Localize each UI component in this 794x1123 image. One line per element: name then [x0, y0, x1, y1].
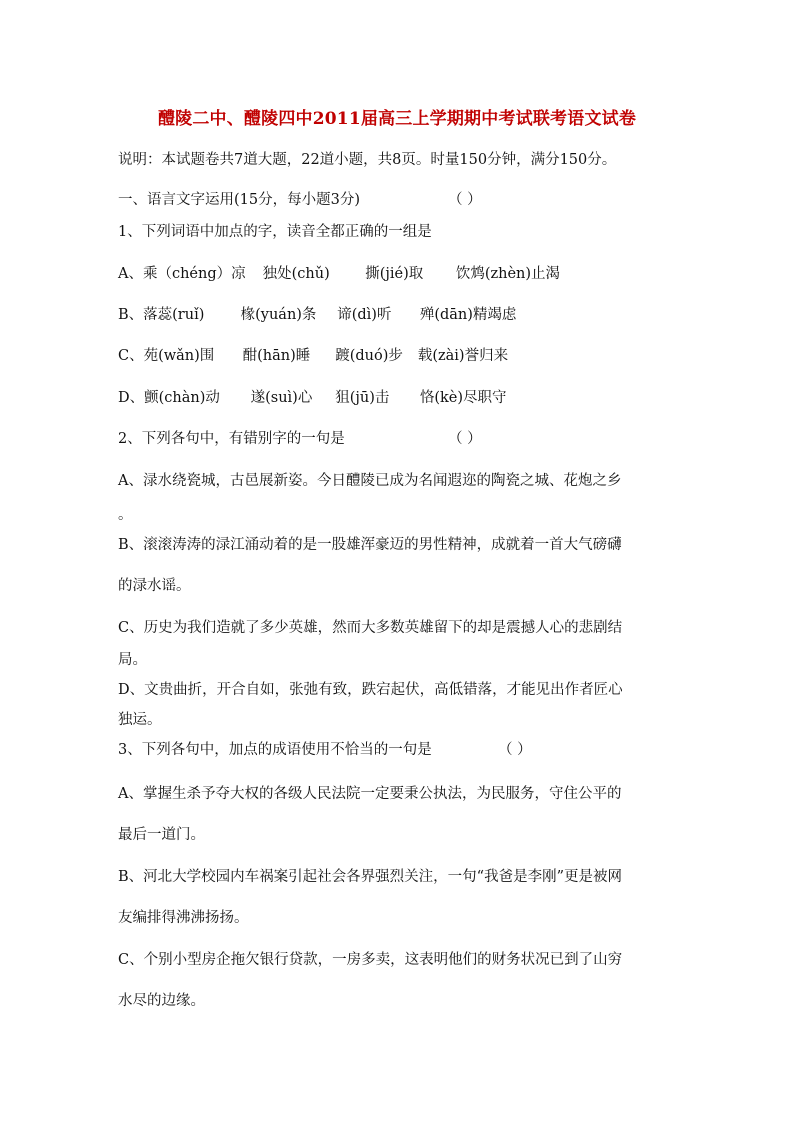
- q1-d-item-4: 恪(kè)尽职守: [419, 390, 507, 406]
- q3-answer-paren: （ ）: [498, 742, 532, 758]
- q2-option-a-line1: A、渌水绕瓷城，古邑展新姿。今日醴陵已成为名闻遐迩的陶瓷之城、花炮之乡: [118, 473, 622, 489]
- q2-answer-paren: （ ）: [448, 431, 482, 447]
- q1-b-item-3: 谛(dì)听: [337, 307, 392, 323]
- q3-option-b-line1: B、河北大学校园内车祸案引起社会各界强烈关注，一句“我爸是李刚”更是被网: [118, 869, 622, 885]
- q3-stem-text: 3、下列各句中，加点的成语使用不恰当的一句是: [118, 742, 432, 758]
- q1-d-item-2: 遂(suì)心: [250, 390, 313, 406]
- q3-option-b-line2: 友编排得沸沸扬扬。: [118, 910, 249, 926]
- q3-option-a-line1: A、掌握生杀予夺大权的各级人民法院一定要秉公执法，为民服务，守住公平的: [118, 786, 622, 802]
- q1-stem: 1、下列词语中加点的字，读音全都正确的一组是: [118, 224, 432, 240]
- q2-option-d-line2: 独运。: [118, 712, 162, 728]
- q1-option-c: [118, 344, 508, 365]
- q1-c-item-1: C、苑(wǎn)围: [118, 348, 215, 364]
- q2-stem-text: 2、下列各句中，有错别字的一句是: [118, 431, 345, 447]
- q1-d-item-1: D、颤(chàn)动: [118, 390, 220, 406]
- q3-option-c-line2: 水尽的边缘。: [118, 993, 205, 1009]
- section1-heading-text: 一、语言文字运用(15分，每小题3分): [118, 192, 360, 208]
- q2-option-c-line2: 局。: [118, 652, 147, 668]
- q2-option-b-line1: B、滚滚涛涛的渌江涌动着的是一股雄浑豪迈的男性精神，成就着一首大气磅礴: [118, 537, 622, 553]
- q2-option-b-line2: 的渌水谣。: [118, 578, 191, 594]
- q3-stem: [118, 738, 532, 759]
- q2-option-d-line1: D、文贵曲折，开合自如，张弛有致，跌宕起伏，高低错落，才能见出作者匠心: [118, 682, 623, 698]
- q1-b-item-1: B、落蕊(ruǐ): [118, 307, 205, 323]
- section1-heading: [118, 188, 482, 209]
- q2-option-c-line1: C、历史为我们造就了多少英雄，然而大多数英雄留下的却是震撼人心的悲剧结: [118, 620, 623, 636]
- q2-option-a-line2: 。: [118, 507, 133, 523]
- q1-a-item-1: A、乘（chéng）凉: [118, 266, 246, 282]
- q1-option-a: [118, 262, 560, 283]
- q1-d-item-3: 狙(jū)击: [335, 390, 390, 406]
- q3-option-a-line2: 最后一道门。: [118, 827, 205, 843]
- q1-b-item-4: 殚(dān)精竭虑: [419, 307, 517, 323]
- q2-stem: [118, 427, 482, 448]
- section1-answer-paren: （ ）: [448, 192, 482, 208]
- q1-c-item-2: 酣(hān)睡: [242, 348, 311, 364]
- q1-a-item-4: 饮鸩(zhèn)止渴: [455, 266, 561, 282]
- q1-option-d: [118, 386, 507, 407]
- q1-c-item-4: 载(zài)誉归来: [417, 348, 509, 364]
- q1-c-item-3: 踱(duó)步: [335, 348, 403, 364]
- q1-a-item-3: 撕(jié)取: [365, 266, 424, 282]
- exam-title: 醴陵二中、醴陵四中2011届高三上学期期中考试联考语文试卷: [157, 109, 637, 129]
- q3-option-c-line1: C、个别小型房企拖欠银行贷款，一房多卖，这表明他们的财务状况已到了山穷: [118, 952, 623, 968]
- q1-b-item-2: 椽(yuán)条: [240, 307, 317, 323]
- intro-text: 说明：本试题卷共7道大题，22道小题，共8页。时量150分钟，满分150分。: [118, 152, 617, 168]
- q1-a-item-2: 独处(chǔ): [262, 266, 330, 282]
- q1-option-b: [118, 303, 516, 324]
